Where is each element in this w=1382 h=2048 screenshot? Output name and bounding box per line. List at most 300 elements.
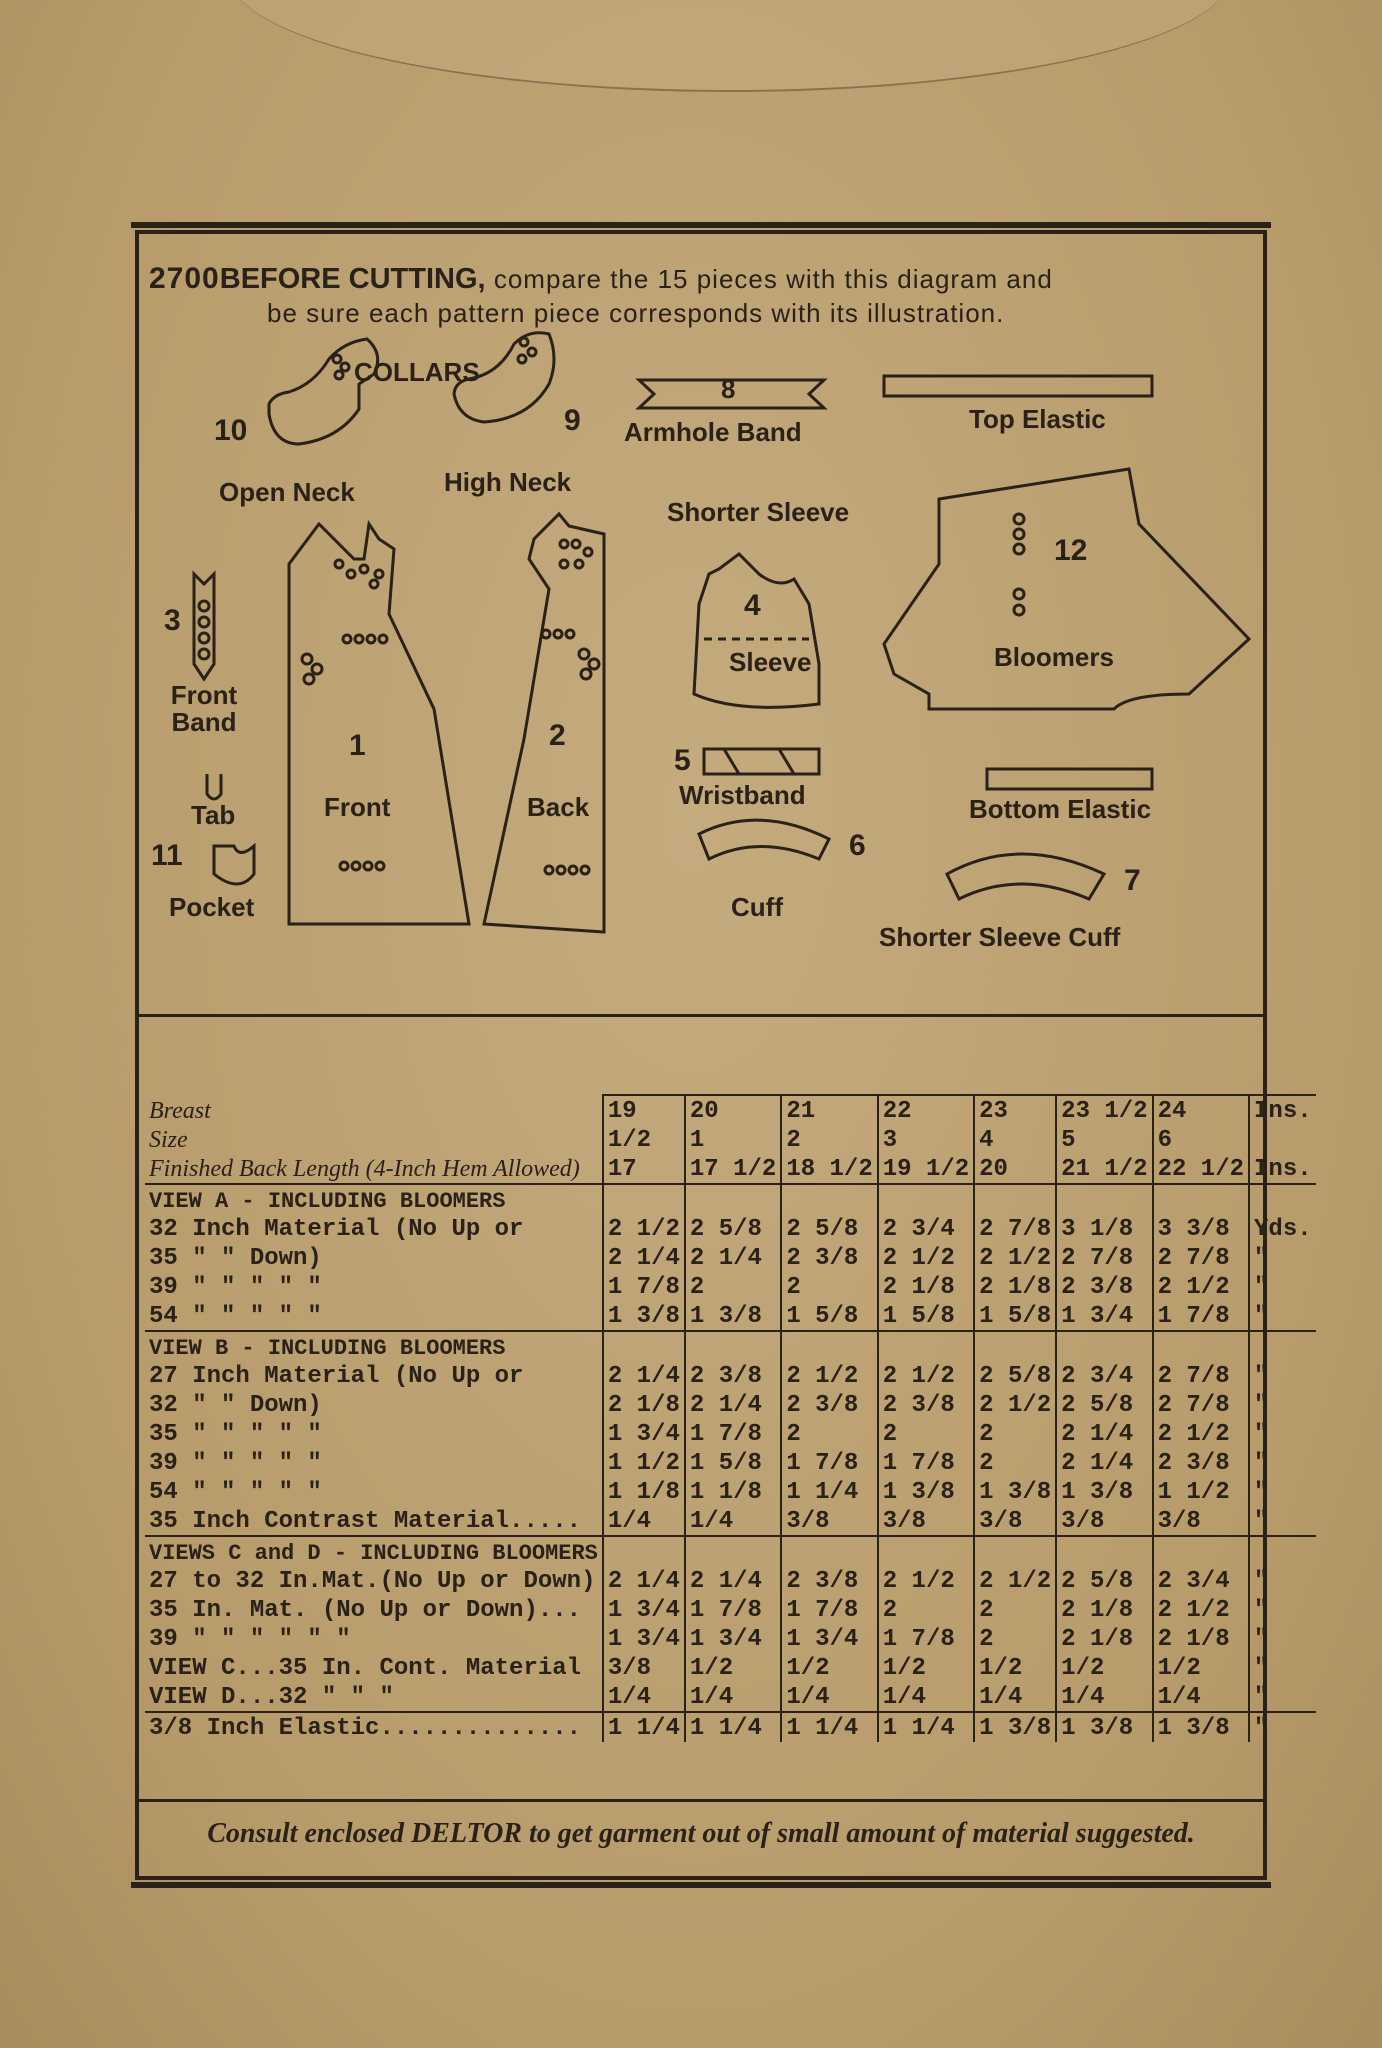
yardage-value: 2 xyxy=(974,1624,1056,1653)
header-value: 5 xyxy=(1056,1125,1152,1154)
top-elastic-label: Top Elastic xyxy=(969,404,1106,434)
yardage-value: 2 xyxy=(685,1272,781,1301)
yardage-value: 1 3/8 xyxy=(1153,1712,1249,1742)
piece-3-number: 3 xyxy=(164,604,181,637)
unit-value: " xyxy=(1249,1477,1316,1506)
piece-9-number: 9 xyxy=(564,404,581,437)
yardage-value: 2 1/2 xyxy=(781,1361,877,1390)
yardage-value: 2 xyxy=(974,1419,1056,1448)
material-label: VIEW D...32 " " " xyxy=(149,1684,394,1711)
front-piece-dot xyxy=(312,664,322,674)
yardage-value: 2 1/2 xyxy=(1153,1595,1249,1624)
yardage-value: 2 xyxy=(878,1595,974,1624)
material-row xyxy=(145,1624,1316,1653)
header-unit: Ins. xyxy=(1249,1095,1316,1125)
empty-cell xyxy=(1153,1184,1249,1214)
yardage-value: 1 3/8 xyxy=(1056,1477,1152,1506)
yardage-value: 1 3/8 xyxy=(685,1301,781,1331)
material-row xyxy=(145,1506,1316,1536)
yardage-value: 2 7/8 xyxy=(1153,1243,1249,1272)
yardage-value: 1/4 xyxy=(1056,1682,1152,1712)
header-value: 2 xyxy=(781,1125,877,1154)
yardage-value: 2 1/4 xyxy=(603,1361,685,1390)
back-piece-dot xyxy=(560,540,568,548)
collar9-dot xyxy=(518,355,526,363)
material-label: 39 " " " " " xyxy=(149,1274,322,1301)
material-label: 39 " " " " " xyxy=(149,1450,322,1477)
material-row xyxy=(145,1419,1316,1448)
yardage-value: 2 1/2 xyxy=(1153,1419,1249,1448)
yardage-value: 1/4 xyxy=(781,1682,877,1712)
section-title: VIEW B - INCLUDING BLOOMERS xyxy=(145,1331,603,1361)
back-piece-dot xyxy=(566,630,574,638)
header-value: 20 xyxy=(974,1154,1056,1184)
yardage-value: 2 1/8 xyxy=(603,1390,685,1419)
header-value: 21 1/2 xyxy=(1056,1154,1152,1184)
front-band-label: Front Band xyxy=(170,680,238,738)
front-piece-dot xyxy=(347,570,355,578)
yardage-value: 3 3/8 xyxy=(1153,1214,1249,1243)
back-piece-dot xyxy=(584,548,592,556)
instruction-line-2: be sure each pattern piece corresponds with its illustration. xyxy=(267,298,1005,328)
empty-cell xyxy=(685,1184,781,1214)
material-label: 27 to 32 In.Mat.(No Up or Down) xyxy=(149,1568,596,1595)
yardage-value: 2 xyxy=(974,1448,1056,1477)
back-piece-dot xyxy=(542,630,550,638)
yardage-value: 1 3/4 xyxy=(603,1624,685,1653)
material-label: 35 " " " " " xyxy=(149,1421,322,1448)
yardage-value: 2 1/2 xyxy=(974,1566,1056,1595)
header-value: 19 1/2 xyxy=(878,1154,974,1184)
front-piece-dot xyxy=(340,862,348,870)
empty-cell xyxy=(603,1331,685,1361)
front-band-dot xyxy=(199,617,209,627)
back-piece-dot xyxy=(589,659,599,669)
back-piece-dot xyxy=(572,540,580,548)
bloomers-dot xyxy=(1014,514,1024,524)
material-label: 32 " " Down) xyxy=(149,1392,322,1419)
piece-8-number: 8 xyxy=(721,374,736,404)
wristband-shape xyxy=(704,749,819,774)
piece-10-number: 10 xyxy=(214,414,248,447)
unit-value: " xyxy=(1249,1448,1316,1477)
unit-value: " xyxy=(1249,1595,1316,1624)
material-row xyxy=(145,1595,1316,1624)
yardage-value: 1/4 xyxy=(1153,1682,1249,1712)
material-row xyxy=(145,1272,1316,1301)
unit-value: " xyxy=(1249,1301,1316,1331)
pattern-sheet xyxy=(135,230,1312,1880)
yardage-value: 1 1/4 xyxy=(685,1712,781,1742)
material-label: 35 " " Down) xyxy=(149,1245,322,1272)
material-label: VIEW C...35 In. Cont. Material xyxy=(149,1655,582,1682)
pattern-pieces-drawing xyxy=(139,234,1271,1014)
yardage-value: 2 3/8 xyxy=(1056,1272,1152,1301)
yardage-value: 1/2 xyxy=(685,1653,781,1682)
empty-cell xyxy=(974,1331,1056,1361)
empty-cell xyxy=(1056,1331,1152,1361)
yardage-value: 1 7/8 xyxy=(685,1419,781,1448)
top-elastic-strip xyxy=(884,376,1152,396)
empty-cell xyxy=(781,1331,877,1361)
back-piece-dot xyxy=(560,560,568,568)
section-title-row xyxy=(145,1331,1316,1361)
yardage-value: 2 1/4 xyxy=(685,1390,781,1419)
yardage-value: 3/8 xyxy=(1153,1506,1249,1536)
collar9-dot xyxy=(520,338,528,346)
yardage-value: 1 3/8 xyxy=(878,1477,974,1506)
back-piece-dot xyxy=(569,866,577,874)
header-row xyxy=(145,1125,1316,1154)
back-label: Back xyxy=(527,792,590,822)
yardage-value: 2 1/2 xyxy=(603,1214,685,1243)
unit-value: " xyxy=(1249,1243,1316,1272)
yardage-value: 1 7/8 xyxy=(603,1272,685,1301)
empty-cell xyxy=(974,1536,1056,1566)
yardage-value: 1/2 xyxy=(974,1653,1056,1682)
back-piece-dot xyxy=(545,866,553,874)
yardage-value: 1 3/8 xyxy=(974,1712,1056,1742)
yardage-value: 1 3/4 xyxy=(1056,1301,1152,1331)
yardage-value: 1 7/8 xyxy=(781,1595,877,1624)
yardage-value: 1 1/8 xyxy=(685,1477,781,1506)
yardage-value: 2 5/8 xyxy=(685,1214,781,1243)
material-label: 35 Inch Contrast Material..... xyxy=(149,1508,582,1535)
empty-cell xyxy=(1249,1536,1316,1566)
header-value: 24 xyxy=(1153,1095,1249,1125)
front-piece-dot xyxy=(355,635,363,643)
high-neck-label: High Neck xyxy=(444,467,572,497)
bottom-elastic-strip xyxy=(987,769,1152,789)
front-piece-dot xyxy=(379,635,387,643)
yardage-value: 2 5/8 xyxy=(1056,1566,1152,1595)
pocket-shape xyxy=(214,846,254,884)
header-value: 17 xyxy=(603,1154,685,1184)
yardage-value: 1/4 xyxy=(878,1682,974,1712)
yardage-value: 1/4 xyxy=(685,1506,781,1536)
material-label: 54 " " " " " xyxy=(149,1479,322,1506)
yardage-value: 2 1/2 xyxy=(878,1566,974,1595)
empty-cell xyxy=(1056,1536,1152,1566)
yardage-value: 2 1/8 xyxy=(1153,1624,1249,1653)
unit-value: " xyxy=(1249,1712,1316,1742)
header-value: 23 1/2 xyxy=(1056,1095,1152,1125)
header-unit xyxy=(1249,1125,1316,1154)
yardage-value: 1 5/8 xyxy=(685,1448,781,1477)
section-title-row xyxy=(145,1184,1316,1214)
piece-1-number: 1 xyxy=(349,729,366,762)
empty-cell xyxy=(878,1536,974,1566)
back-piece-dot xyxy=(575,560,583,568)
yardage-value: 2 3/8 xyxy=(685,1361,781,1390)
section-title-row xyxy=(145,1536,1316,1566)
front-piece-dot xyxy=(376,862,384,870)
piece-4-number: 4 xyxy=(744,589,761,622)
yardage-value: 1 7/8 xyxy=(1153,1301,1249,1331)
collar10-dot xyxy=(333,355,341,363)
bloomers-dot xyxy=(1014,605,1024,615)
yardage-value: 2 1/2 xyxy=(974,1243,1056,1272)
front-band-dot xyxy=(199,649,209,659)
yardage-value: 1 3/8 xyxy=(974,1477,1056,1506)
yardage-value: 2 xyxy=(781,1419,877,1448)
wristband-label: Wristband xyxy=(679,780,806,810)
yardage-value: 1 3/8 xyxy=(603,1301,685,1331)
armhole-band-label: Armhole Band xyxy=(624,417,802,447)
yardage-value: 2 1/4 xyxy=(685,1566,781,1595)
yardage-value: 2 3/4 xyxy=(878,1214,974,1243)
back-piece-dot xyxy=(554,630,562,638)
header-row xyxy=(145,1095,1316,1125)
material-row xyxy=(145,1390,1316,1419)
yardage-value: 2 3/4 xyxy=(1056,1361,1152,1390)
yardage-value: 1 7/8 xyxy=(685,1595,781,1624)
front-piece-dot xyxy=(352,862,360,870)
piece-5-number: 5 xyxy=(674,744,691,777)
sleeve-shape xyxy=(694,554,819,707)
instruction-line-1: compare the 15 pieces with this diagram and xyxy=(493,264,1053,294)
empty-cell xyxy=(1249,1184,1316,1214)
front-piece-dot xyxy=(360,565,368,573)
deltor-note: Consult enclosed DELTOR to get garment out of small amount of material suggested. xyxy=(139,1799,1263,1850)
yardage-value: 2 1/4 xyxy=(603,1243,685,1272)
yardage-value: 3 1/8 xyxy=(1056,1214,1152,1243)
yardage-value: 1 1/8 xyxy=(603,1477,685,1506)
pieces-diagram xyxy=(139,234,1271,1014)
empty-cell xyxy=(603,1184,685,1214)
material-row xyxy=(145,1214,1316,1243)
material-row xyxy=(145,1477,1316,1506)
unit-value: " xyxy=(1249,1653,1316,1682)
empty-cell xyxy=(974,1184,1056,1214)
header-value: 1 xyxy=(685,1125,781,1154)
piece-7-number: 7 xyxy=(1124,864,1141,897)
yardage-value: 1 5/8 xyxy=(781,1301,877,1331)
tab-shape xyxy=(207,774,221,799)
material-row xyxy=(145,1301,1316,1331)
yardage-value: 2 3/8 xyxy=(781,1243,877,1272)
yardage-value: 2 5/8 xyxy=(1056,1390,1152,1419)
material-row xyxy=(145,1566,1316,1595)
yardage-value: 2 5/8 xyxy=(781,1214,877,1243)
header-value: 22 1/2 xyxy=(1153,1154,1249,1184)
yardage-value: 1 5/8 xyxy=(974,1301,1056,1331)
empty-cell xyxy=(878,1331,974,1361)
empty-cell xyxy=(1249,1331,1316,1361)
yardage-value: 2 7/8 xyxy=(974,1214,1056,1243)
piece-12-number: 12 xyxy=(1054,534,1088,567)
section-divider xyxy=(139,1014,1263,1017)
envelope-flap xyxy=(230,0,1230,92)
collar10-dot xyxy=(335,371,343,379)
collars-label: COLLARS xyxy=(354,357,480,387)
yardage-value: 2 1/8 xyxy=(1056,1624,1152,1653)
yardage-value: 2 1/2 xyxy=(974,1390,1056,1419)
empty-cell xyxy=(1056,1184,1152,1214)
yardage-value: 3/8 xyxy=(1056,1506,1152,1536)
unit-value: " xyxy=(1249,1566,1316,1595)
yardage-value: 1/2 xyxy=(1153,1653,1249,1682)
header-value: 1/2 xyxy=(603,1125,685,1154)
tab-label: Tab xyxy=(191,800,236,830)
header-label: Size xyxy=(149,1127,188,1153)
bloomers-shape xyxy=(884,469,1249,709)
yardage-value: 1 1/2 xyxy=(603,1448,685,1477)
material-row xyxy=(145,1243,1316,1272)
unit-value: " xyxy=(1249,1272,1316,1301)
yardage-value: 1 3/8 xyxy=(1056,1712,1152,1742)
yardage-value: 1 3/4 xyxy=(603,1595,685,1624)
yardage-value: 2 1/8 xyxy=(878,1272,974,1301)
piece-6-number: 6 xyxy=(849,829,866,862)
bloomers-dot xyxy=(1014,544,1024,554)
front-piece-dot xyxy=(370,580,378,588)
unit-value: " xyxy=(1249,1624,1316,1653)
yardage-value: 2 xyxy=(974,1595,1056,1624)
yardage-value: 3/8 xyxy=(603,1653,685,1682)
yardage-value: 1 1/4 xyxy=(603,1712,685,1742)
material-label: 35 In. Mat. (No Up or Down)... xyxy=(149,1597,582,1624)
front-piece-dot xyxy=(375,570,383,578)
header-value: 6 xyxy=(1153,1125,1249,1154)
yardage-value: 1 7/8 xyxy=(878,1624,974,1653)
material-row xyxy=(145,1361,1316,1390)
front-piece-dot xyxy=(343,635,351,643)
header-value: 21 xyxy=(781,1095,877,1125)
header-value: 20 xyxy=(685,1095,781,1125)
yardage-value: 2 7/8 xyxy=(1153,1390,1249,1419)
empty-cell xyxy=(781,1536,877,1566)
section-title: VIEWS C and D - INCLUDING BLOOMERS xyxy=(145,1536,603,1566)
bloomers-label: Bloomers xyxy=(994,642,1114,672)
yardage-value: 2 xyxy=(781,1272,877,1301)
back-piece-dot xyxy=(581,669,591,679)
header-unit: Ins. xyxy=(1249,1154,1316,1184)
empty-cell xyxy=(685,1331,781,1361)
front-label: Front xyxy=(324,792,391,822)
bloomers-dot xyxy=(1014,589,1024,599)
section-title: VIEW A - INCLUDING BLOOMERS xyxy=(145,1184,603,1214)
front-piece-dot xyxy=(367,635,375,643)
collar9-dot xyxy=(528,348,536,356)
yardage-value: 2 3/4 xyxy=(1153,1566,1249,1595)
yardage-value: 2 1/2 xyxy=(878,1361,974,1390)
empty-cell xyxy=(685,1536,781,1566)
unit-value: " xyxy=(1249,1682,1316,1712)
material-label: 27 Inch Material (No Up or xyxy=(149,1363,524,1390)
yardage-value: 2 3/8 xyxy=(1153,1448,1249,1477)
yardage-value: 2 3/8 xyxy=(878,1390,974,1419)
unit-value: Yds. xyxy=(1249,1214,1316,1243)
yardage-value: 2 1/4 xyxy=(603,1566,685,1595)
yardage-value: 1/4 xyxy=(603,1506,685,1536)
front-piece-dot xyxy=(364,862,372,870)
material-row xyxy=(145,1682,1316,1712)
header-label: Breast xyxy=(149,1098,211,1124)
yardage-value: 2 xyxy=(878,1419,974,1448)
cuff-label: Cuff xyxy=(731,892,783,922)
yardage-value: 2 1/4 xyxy=(1056,1448,1152,1477)
collar10-dot xyxy=(341,363,349,371)
yardage-value: 2 3/8 xyxy=(781,1566,877,1595)
yardage-value: 1/2 xyxy=(1056,1653,1152,1682)
yardage-value: 1 1/2 xyxy=(1153,1477,1249,1506)
front-band-dot xyxy=(199,633,209,643)
yardage-value: 1 3/4 xyxy=(603,1419,685,1448)
open-neck-label: Open Neck xyxy=(219,477,355,507)
front-piece-dot xyxy=(302,654,312,664)
piece-2-number: 2 xyxy=(549,719,566,752)
unit-value: " xyxy=(1249,1419,1316,1448)
material-row xyxy=(145,1653,1316,1682)
header-value: 17 1/2 xyxy=(685,1154,781,1184)
unit-value: " xyxy=(1249,1361,1316,1390)
yardage-value: 1/2 xyxy=(781,1653,877,1682)
yardage-value: 2 3/8 xyxy=(781,1390,877,1419)
back-piece-dot xyxy=(557,866,565,874)
yardage-value: 2 5/8 xyxy=(974,1361,1056,1390)
yardage-value: 2 1/2 xyxy=(878,1243,974,1272)
requirements-body xyxy=(145,1095,1316,1742)
yardage-value: 1 5/8 xyxy=(878,1301,974,1331)
back-piece-dot xyxy=(579,649,589,659)
yardage-value: 1 1/4 xyxy=(781,1712,877,1742)
pattern-number: 2700 xyxy=(149,262,220,295)
yardage-value: 1 1/4 xyxy=(878,1712,974,1742)
header-label: Finished Back Length (4-Inch Hem Allowed) xyxy=(149,1156,580,1182)
material-label: 54 " " " " " xyxy=(149,1303,322,1330)
empty-cell xyxy=(1153,1331,1249,1361)
header-value: 19 xyxy=(603,1095,685,1125)
sleeve-label: Sleeve xyxy=(729,647,812,677)
yardage-value: 2 1/8 xyxy=(1056,1595,1152,1624)
header-value: 18 1/2 xyxy=(781,1154,877,1184)
cuff-shape xyxy=(699,820,829,859)
shorter-sleeve-cuff-label: Shorter Sleeve Cuff xyxy=(879,922,1121,952)
pocket-label: Pocket xyxy=(169,892,255,922)
before-cutting-heading: BEFORE CUTTING, xyxy=(219,263,486,295)
yardage-value: 1/4 xyxy=(603,1682,685,1712)
yardage-value: 1 7/8 xyxy=(878,1448,974,1477)
material-row xyxy=(145,1448,1316,1477)
yardage-value: 1 3/4 xyxy=(685,1624,781,1653)
yardage-value: 3/8 xyxy=(974,1506,1056,1536)
header-value: 23 xyxy=(974,1095,1056,1125)
yardage-value: 2 1/8 xyxy=(974,1272,1056,1301)
unit-value: " xyxy=(1249,1390,1316,1419)
material-label: 3/8 Inch Elastic.............. xyxy=(145,1712,603,1742)
material-label: 39 " " " " " " xyxy=(149,1626,351,1653)
yardage-value: 2 7/8 xyxy=(1056,1243,1152,1272)
yardage-value: 2 1/4 xyxy=(685,1243,781,1272)
front-piece-dot xyxy=(304,674,314,684)
header-row xyxy=(145,1154,1316,1184)
yardage-value: 1/4 xyxy=(974,1682,1056,1712)
material-label: 32 Inch Material (No Up or xyxy=(149,1216,524,1243)
material-requirements-table xyxy=(145,1094,1316,1742)
bottom-elastic-label: Bottom Elastic xyxy=(969,794,1152,824)
bloomers-dot xyxy=(1014,529,1024,539)
open-neck-collar-shape xyxy=(269,339,378,444)
yardage-value: 1 3/4 xyxy=(781,1624,877,1653)
empty-cell xyxy=(1153,1536,1249,1566)
yardage-value: 1/4 xyxy=(685,1682,781,1712)
yardage-value: 3/8 xyxy=(878,1506,974,1536)
shorter-sleeve-cuff-shape xyxy=(947,854,1104,899)
yardage-value: 1 1/4 xyxy=(781,1477,877,1506)
empty-cell xyxy=(878,1184,974,1214)
yardage-value: 2 1/4 xyxy=(1056,1419,1152,1448)
